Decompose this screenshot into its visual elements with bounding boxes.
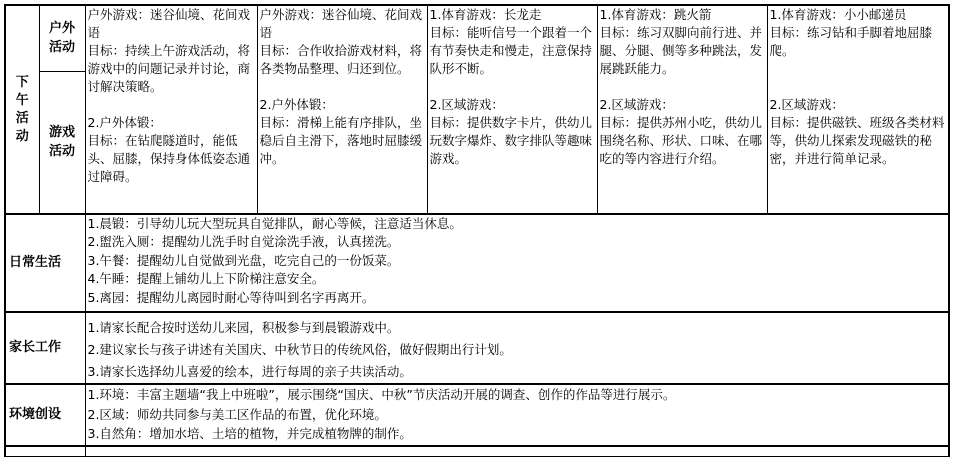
game-activity-label: 游戏活动 xyxy=(39,71,85,214)
day-3-activity-2-goal: 目标：提供数字卡片，供幼儿玩数字爆炸、数字排队等趣味游戏。 xyxy=(429,115,593,166)
daily-life-row xyxy=(5,214,949,312)
day-4-cell xyxy=(597,5,767,214)
day-5-activity-1-goal: 目标：练习钻和手脚着地屈膝爬。 xyxy=(769,25,933,58)
day-5-activity-1-title: 1.体育游戏：小小邮递员 xyxy=(769,7,907,22)
weekly-plan-table xyxy=(4,4,950,457)
day-2-activity-2-title: 2.户外体锻： xyxy=(259,97,334,112)
day-3-activity-1-goal: 目标：能听信号一个跟着一个有节奏快走和慢走，注意保持队形不断。 xyxy=(429,25,593,76)
next-row-label-cell xyxy=(5,446,85,456)
parent-work-label: 家长工作 xyxy=(5,312,85,384)
day-4-activity-1-goal: 目标：练习双脚向前行进、并腿、分腿、侧等多种跳法，发展跳跃能力。 xyxy=(599,25,763,76)
next-row-edge xyxy=(5,446,949,456)
day-4-activity-1-title: 1.体育游戏：跳火箭 xyxy=(599,7,712,22)
day-2-cell xyxy=(257,5,427,214)
day-2-activity-1-goal: 目标：合作收拾游戏材料，将各类物品整理、归还到位。 xyxy=(259,43,423,76)
environment-item: 3.自然角：增加水培、土培的植物，并完成植物牌的制作。 xyxy=(87,426,412,441)
day-2-activity-2-goal: 目标：滑梯上能有序排队，坐稳后自主滑下，落地时屈膝缓冲。 xyxy=(259,115,423,166)
environment-content xyxy=(85,384,949,446)
day-4-activity-2-title: 2.区域游戏： xyxy=(599,97,674,112)
daily-life-item: 1.晨锻：引导幼儿玩大型玩具自觉排队，耐心等候，注意适当休息。 xyxy=(87,216,462,231)
day-1-activity-1-goal: 目标：持续上午游戏活动，将游戏中的问题记录并讨论，商讨解决策略。 xyxy=(87,43,251,94)
day-3-activity-2-title: 2.区域游戏： xyxy=(429,97,504,112)
parent-work-item: 1.请家长配合按时送幼儿来园，积极参与到晨锻游戏中。 xyxy=(87,320,400,335)
day-1-activity-1-title: 户外游戏：迷谷仙境、花间戏语 xyxy=(87,7,251,40)
daily-life-item: 4.午睡：提醒上铺幼儿上下阶梯注意安全。 xyxy=(87,271,325,287)
daily-life-item: 5.离园：提醒幼儿离园时耐心等待叫到名字再离开。 xyxy=(87,289,375,305)
day-2-activity-1-title: 户外游戏：迷谷仙境、花间戏语 xyxy=(259,7,423,40)
environment-label: 环境创设 xyxy=(5,384,85,446)
day-5-cell xyxy=(767,5,949,214)
environment-row xyxy=(5,384,949,446)
parent-work-item: 3.请家长选择幼儿喜爱的绘本，进行每周的亲子共读活动。 xyxy=(87,364,412,379)
weekly-plan-sheet xyxy=(4,4,948,474)
day-5-activity-2-title: 2.区域游戏： xyxy=(769,97,844,112)
day-1-activity-2-title: 2.户外体锻： xyxy=(87,115,162,130)
parent-work-row xyxy=(5,312,949,384)
environment-item: 1.环境：丰富主题墙“我上中班啦”，展示围绕“国庆、中秋”节庆活动开展的调查、创作的作品等进行展示。 xyxy=(87,387,676,402)
outdoor-activity-label: 户外活动 xyxy=(39,5,85,71)
daily-life-label: 日常生活 xyxy=(5,214,85,312)
day-5-activity-2-goal: 目标：提供磁铁、班级各类材料等，供幼儿探索发现磁铁的秘密，并进行简单记录。 xyxy=(769,115,945,166)
next-row-content-cell xyxy=(85,446,949,456)
day-3-activity-1-title: 1.体育游戏：长龙走 xyxy=(429,7,542,22)
afternoon-outdoor-row xyxy=(5,5,949,71)
parent-work-content xyxy=(85,312,949,384)
day-1-cell xyxy=(85,5,257,214)
daily-life-content xyxy=(85,214,949,312)
day-1-activity-2-goal: 目标：在钻爬隧道时，能低头、屈膝，保持身体低姿态通过障碍。 xyxy=(87,133,251,184)
daily-life-item: 2.盥洗入厕：提醒幼儿洗手时自觉涂洗手液，认真搓洗。 xyxy=(87,234,400,250)
parent-work-item: 2.建议家长与孩子讲述有关国庆、中秋节日的传统风俗，做好假期出行计划。 xyxy=(87,342,512,357)
daily-life-item: 3.午餐：提醒幼儿自觉做到光盘，吃完自己的一份饭菜。 xyxy=(87,252,400,268)
day-3-cell xyxy=(427,5,597,214)
environment-item: 2.区域：师幼共同参与美工区作品的布置，优化环境。 xyxy=(87,406,387,422)
afternoon-section-label: 下午活动 xyxy=(5,5,39,214)
day-4-activity-2-goal: 目标：提供苏州小吃，供幼儿围绕名称、形状、口味、在哪吃的等内容进行介绍。 xyxy=(599,115,763,166)
